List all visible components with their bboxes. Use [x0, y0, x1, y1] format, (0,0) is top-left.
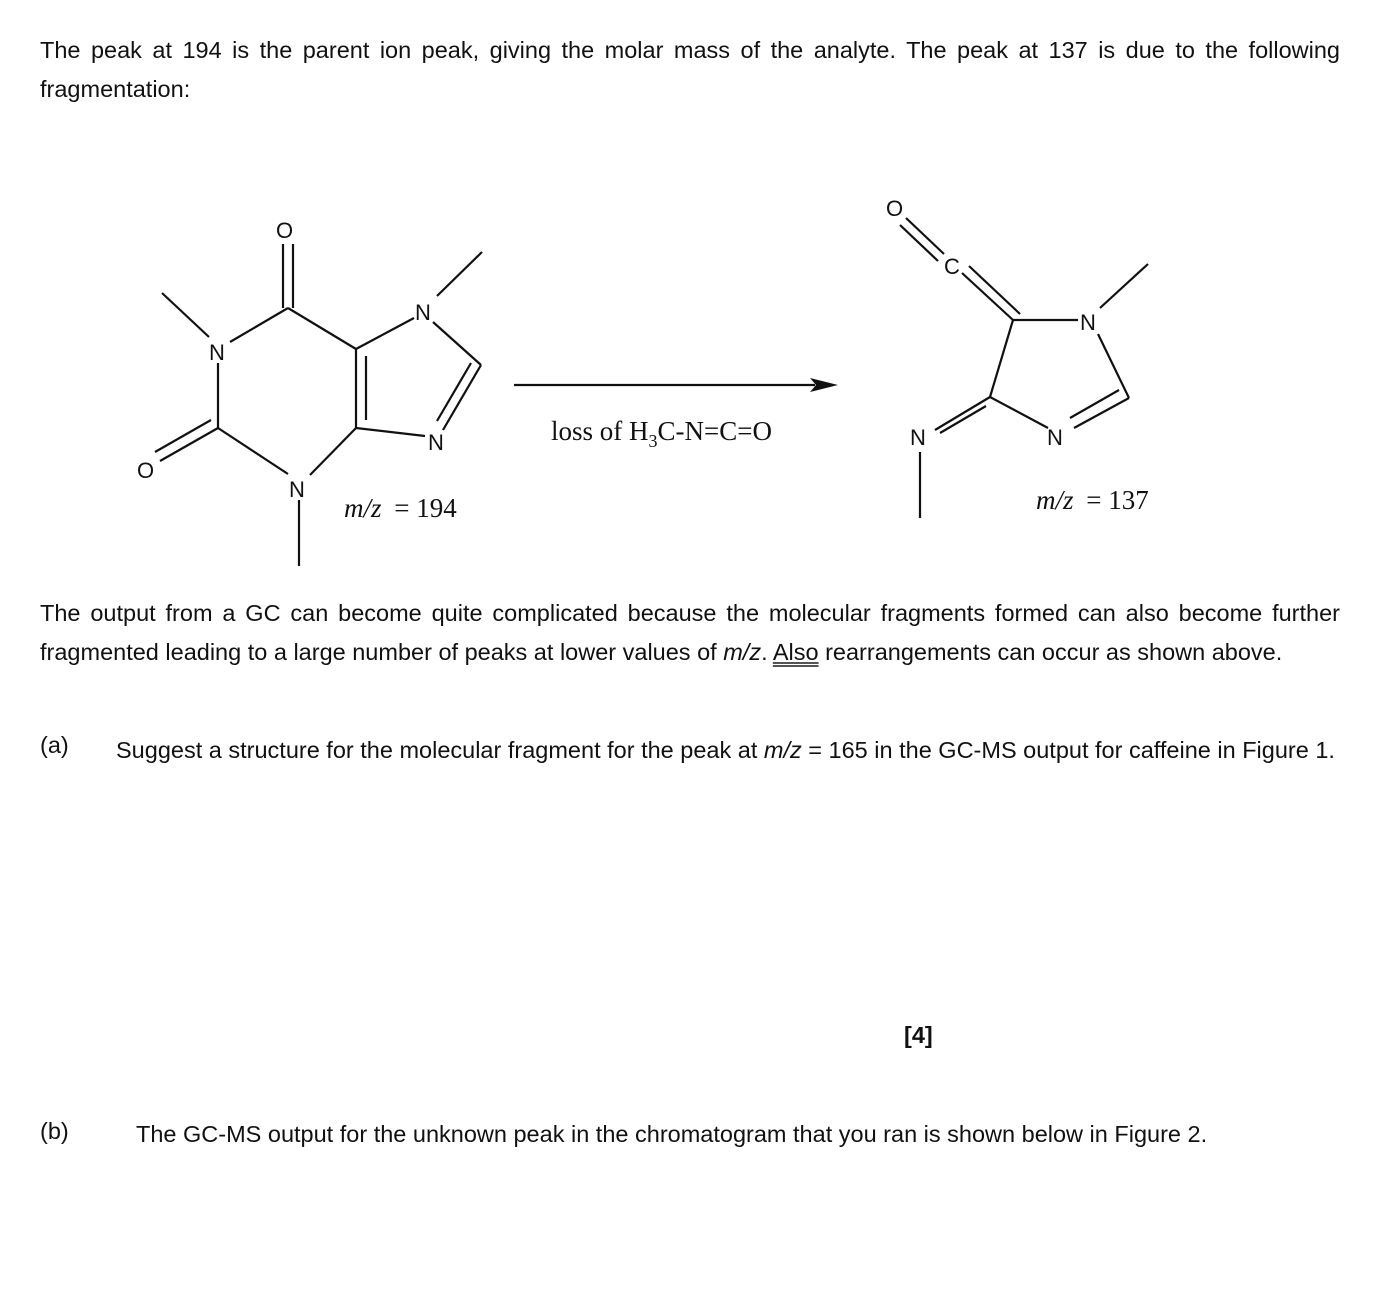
bond — [990, 397, 1048, 428]
atom-label: O — [137, 458, 155, 483]
atom-label: O — [276, 218, 294, 243]
bond — [1098, 334, 1129, 398]
bond — [1070, 390, 1119, 418]
atom-label: C — [944, 254, 960, 279]
bond — [356, 428, 425, 436]
bond — [990, 320, 1013, 397]
bond — [288, 308, 356, 349]
atom-label: N — [209, 340, 225, 365]
question-a-text: Suggest a structure for the molecular fragment for the peak at m/z = 165 in the GC-MS output for caffeine in Figure 1. — [116, 737, 1335, 763]
bond — [940, 406, 986, 433]
question-b-label: (b) — [40, 1118, 69, 1144]
bond — [356, 318, 414, 349]
bond — [310, 428, 356, 475]
atom-label: N — [428, 430, 444, 455]
atom-label: N — [415, 300, 431, 325]
bond — [218, 428, 288, 474]
bond — [962, 273, 1013, 320]
rearrangement-paragraph: The output from a GC can become quite complicated because the molecular fragments formed can also become further fragmented leading to a large number of peaks at lower values of m/z. Also rearrangements can occur as shown above. — [40, 600, 1340, 665]
atom-label: N — [1080, 310, 1096, 335]
question-a-label: (a) — [40, 732, 69, 758]
bond — [1074, 398, 1129, 428]
bond — [443, 365, 481, 430]
fragment-structure — [886, 196, 1149, 518]
question-a-marks: [4] — [904, 1022, 933, 1048]
caffeine-structure — [137, 218, 482, 566]
atom-label: N — [1047, 425, 1063, 450]
bond — [433, 322, 481, 365]
fragmentation-scheme — [0, 180, 1386, 580]
atom-label: N — [289, 477, 305, 502]
bond — [1100, 264, 1148, 308]
bond — [230, 308, 288, 342]
arrow-label: loss of $H_3C-N=C=O$ — [551, 416, 772, 451]
bond — [969, 266, 1020, 314]
bond — [437, 252, 482, 296]
question-b-text: The GC-MS output for the unknown peak in the chromatogram that you ran is shown below in Figure 2. — [136, 1121, 1208, 1147]
reactant-mz-label: m/z = 194 — [344, 493, 457, 523]
product-mz-label: m/z = 137 — [1036, 485, 1149, 515]
reaction-arrow — [514, 378, 838, 451]
bond — [162, 293, 209, 337]
intro-paragraph: The peak at 194 is the parent ion peak, giving the molar mass of the analyte. The peak at 137 is due to the following fragmentation: — [40, 37, 1340, 102]
bond — [935, 397, 990, 430]
atom-label: N — [910, 425, 926, 450]
atom-label: O — [886, 196, 904, 221]
